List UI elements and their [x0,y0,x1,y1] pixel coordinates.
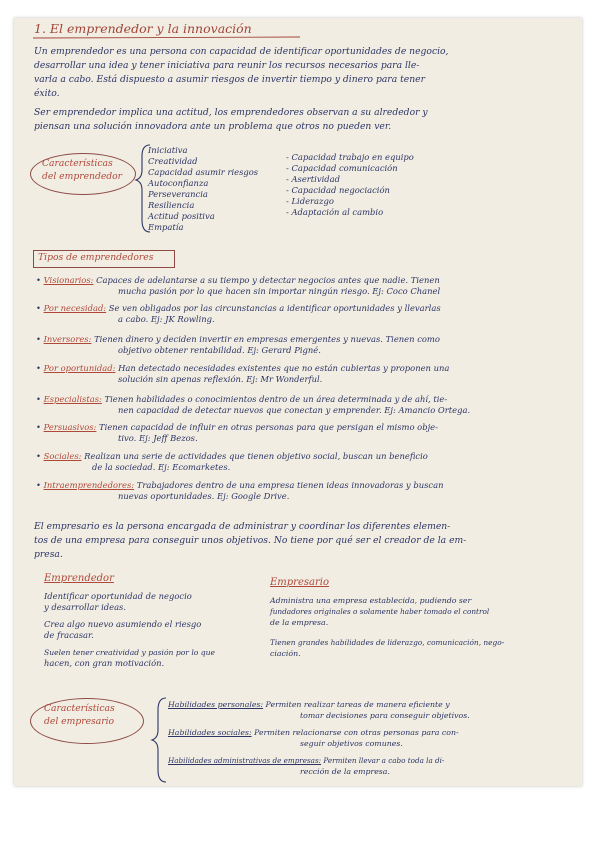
trait-item: Iniciativa [148,145,188,155]
trait-item: - Liderazgo [286,196,334,206]
type-desc: Tienen dinero y deciden invertir en empresas emergentes y nuevas. Tienen como [91,334,440,344]
type-entry: • Especialistas: Tienen habilidades o conocimientos dentro de un área determinada y de ahí, tie- [36,394,448,404]
skill-desc: Permiten llevar a cabo toda la di- [321,756,445,765]
intro-line: varla a cabo. Está dispuesto a asumir riesgos de invertir tiempo y dinero para tener [34,74,425,85]
employer-skill [168,700,450,710]
entrepreneur-line: hacen, con gran motivación. [44,658,165,668]
entrepreneur-line: Suelen tener creatividad y pasión por lo que [44,648,215,657]
type-desc: nuevas oportunidades. Ej: Google Drive. [118,491,290,501]
entrepreneur-line: Identificar oportunidad de negocio [44,591,192,601]
type-desc: Trabajadores dentro de una empresa tienen ideas innovadoras y buscan [134,480,444,490]
type-term: Inversores: [43,334,92,344]
employer-line: de la empresa. [270,618,329,627]
employer-line: Tienen grandes habilidades de liderazgo, comunicación, nego- [270,638,505,647]
skill-term: Habilidades administrativas de empresas: [168,756,322,765]
type-desc: Han detectado necesidades existentes que no están cubiertas y proponen una [115,363,450,373]
employer-line: fundadores originales o solamente haber tomado el control [270,607,490,616]
characteristics-label: Características [42,158,113,169]
type-desc: mucha pasión por lo que hacen sin importar ningún riesgo. Ej: Coco Chanel [118,286,441,296]
skill-desc: Permiten relacionarse con otras personas para con- [251,728,459,737]
type-entry: • Persuasivos: Tienen capacidad de influir en otras personas para que persigan el mismo obje- [36,422,438,432]
type-entry: • Visionarios: Capaces de adelantarse a su tiempo y detectar negocios antes que nadie. Tienen [36,275,440,285]
trait-item: - Asertividad [286,174,340,184]
intro-line: piensan una solución innovadora ante un problema que otros no pueden ver. [34,121,392,132]
trait-item: - Adaptación al cambio [286,207,384,217]
employer-intro-line: presa. [34,549,63,560]
intro-line: Un emprendedor es una persona con capacidad de identificar oportunidades de negocio, [34,46,449,57]
type-desc: Realizan una serie de actividades que tienen objetivo social, buscan un beneficio [81,451,428,461]
trait-item: Capacidad asumir riesgos [148,167,259,177]
skill-term: Habilidades personales: [168,700,264,709]
characteristics-label: del emprendedor [42,171,123,182]
type-desc: objetivo obtener rentabilidad. Ej: Gerard Pigné. [118,345,321,355]
trait-item: Actitud positiva [148,211,215,221]
trait-item: Empatía [148,222,184,232]
type-term: Intraemprendedores: [43,480,135,490]
type-term: Visionarios: [43,275,94,285]
type-entry: • Por necesidad: Se ven obligados por las circunstancias a identificar oportunidades y llevarlas [36,303,441,313]
employer-traits-label: Características [44,703,115,714]
skill-desc: Permiten realizar tareas de manera eficiente y [263,700,450,709]
employer-line: ciación. [270,649,301,658]
entrepreneur-heading: Emprendedor [44,573,114,584]
type-term: Por oportunidad: [43,363,116,373]
type-desc: tivo. Ej: Jeff Bezos. [118,433,198,443]
entrepreneur-line: de fracasar. [44,630,94,640]
type-desc: Capaces de adelantarse a su tiempo y detectar negocios antes que nadie. Tienen [93,275,440,285]
entrepreneur-line: y desarrollar ideas. [44,602,127,612]
employer-traits-label: del empresario [44,716,115,727]
type-term: Especialistas: [43,394,102,404]
trait-item: - Capacidad negociación [286,185,390,195]
type-term: Sociales: [43,451,82,461]
type-entry: • Por oportunidad: Han detectado necesidades existentes que no están cubiertas y proponen una [36,363,450,373]
employer-intro-line: El empresario es la persona encargada de administrar y coordinar los diferentes elemen- [34,521,451,532]
type-desc: Tienen capacidad de influir en otras personas para que persigan el mismo obje- [96,422,438,432]
entrepreneur-line: Crea algo nuevo asumiendo el riesgo [44,619,202,629]
type-desc: Tienen habilidades o conocimientos dentro de un área determinada y de ahí, tie- [101,394,448,404]
page-title: 1. El emprendedor y la innovación [34,21,252,36]
skill-term: Habilidades sociales: [168,728,252,737]
employer-skill [168,728,459,738]
type-term: Por necesidad: [43,303,107,313]
type-term: Persuasivos: [43,422,97,432]
trait-item: - Capacidad trabajo en equipo [286,152,414,162]
intro-line: Ser emprendedor implica una actitud, los emprendedores observan a su alrededor y [34,107,428,118]
type-entry: • Intraemprendedores: Trabajadores dentro de una empresa tienen ideas innovadoras y buscan [36,480,444,490]
intro-line: éxito. [34,88,60,99]
type-desc: solución sin apenas reflexión. Ej: Mr Wonderful. [118,374,323,384]
employer-line: Administra una empresa establecida, pudiendo ser [270,596,472,605]
trait-item: Perseverancia [148,189,208,199]
trait-item: - Capacidad comunicación [286,163,398,173]
trait-item: Resiliencia [148,200,195,210]
type-entry: • Sociales: Realizan una serie de actividades que tienen objetivo social, buscan un beneficio [36,451,428,461]
skill-desc: tomar decisiones para conseguir objetivos. [300,711,470,720]
employer-skill [168,756,444,766]
types-heading: Tipos de emprendedores [38,252,154,263]
skill-desc: seguir objetivos comunes. [300,739,403,748]
type-desc: nen capacidad de detectar nuevos que conectan y emprender. Ej: Amancio Ortega. [118,405,471,415]
type-desc: de la sociedad. Ej: Ecomarketes. [92,462,231,472]
intro-line: desarrollar una idea y tener iniciativa para reunir los recursos necesarios para lle- [34,60,420,71]
employer-heading: Empresario [270,577,329,588]
type-desc: Se ven obligados por las circunstancias a identificar oportunidades y llevarlas [106,303,441,313]
type-entry: • Inversores: Tienen dinero y deciden invertir en empresas emergentes y nuevas. Tienen como [36,334,440,344]
type-desc: a cabo. Ej: JK Rowling. [118,314,215,324]
trait-item: Creatividad [148,156,198,166]
skill-desc: rección de la empresa. [300,767,390,776]
employer-intro-line: tos de una empresa para conseguir unos objetivos. No tiene por qué ser el creador de la em- [34,535,467,546]
trait-item: Autoconfianza [148,178,209,188]
